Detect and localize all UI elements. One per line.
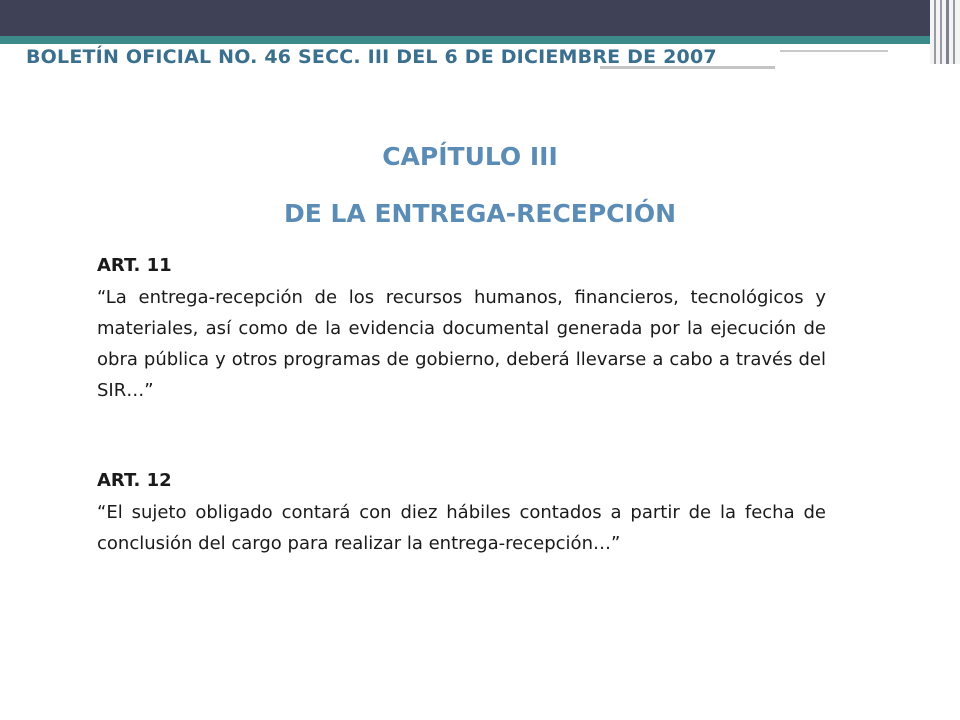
top-decorative-bar — [0, 0, 930, 36]
chapter-number: CAPÍTULO III — [382, 142, 558, 171]
page-header-title: BOLETÍN OFICIAL NO. 46 SECC. III DEL 6 DE DICIEMBRE DE 2007 — [26, 46, 717, 68]
article-text: “El sujeto obligado contará con diez hábiles contados a partir de la fecha de conclusión del cargo para realizar la entrega-recepción…” — [97, 502, 826, 554]
corner-stripes — [930, 0, 960, 64]
article-label: ART. 11 — [97, 255, 172, 276]
article-label: ART. 12 — [97, 470, 172, 491]
chapter-title: DE LA ENTREGA-RECEPCIÓN — [283, 199, 677, 228]
article-text: “La entrega-recepción de los recursos humanos, financieros, tecnológicos y materiales, así como de la evidencia documental generada por la ejecución de obra pública y otros programas de gobierno, deberá llevarse a cabo a través del SIR…” — [97, 287, 826, 401]
divider-line — [780, 50, 888, 52]
article-11 — [97, 255, 826, 406]
article-12 — [97, 470, 826, 559]
accent-strip — [0, 36, 930, 44]
